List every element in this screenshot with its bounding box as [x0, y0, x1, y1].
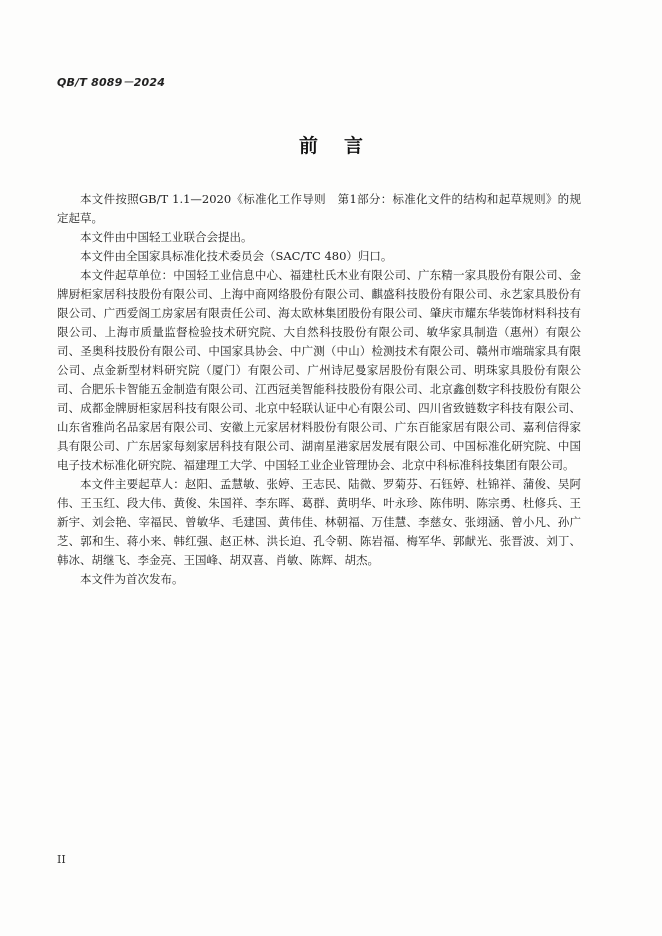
- section-title: 前言: [298, 135, 389, 157]
- paragraph-jurisdiction: 本文件由全国家具标准化技术委员会（SAC/TC 480）归口。: [80, 249, 393, 263]
- paragraph-drafting-rule: 本文件按照GB/T 1.1—2020《标准化工作导则 第1部分：标准化文件的结构和起草规则》的规定起草。: [57, 192, 581, 225]
- preface-body: [57, 190, 581, 589]
- standard-code: QB/T 8089－2024: [57, 76, 166, 89]
- paragraph-first-edition: 本文件为首次发布。: [80, 572, 184, 586]
- paragraph-drafters: 本文件主要起草人：赵阳、孟慧敏、张婷、王志民、陆微、罗菊芬、石钰婷、杜锦祥、蒲俊、吴阿伟、王玉红、段大伟、黄俊、朱国祥、李东晖、葛群、黄明华、叶永珍、陈伟明、陈宗勇、杜修兵、王新宇、刘会艳、宰福民、曾敏华、毛建国、黄伟佳、林朝福、万佳慧、李慈女、张翊涵、曾小凡、孙广芝、郭和生、蒋小来、韩红强、赵正林、洪长迫、孔令朝、陈岩福、梅军华、郭献光、张晋波、刘丁、韩冰、胡继飞、李金亮、王国峰、胡双喜、肖敏、陈辉、胡杰。: [57, 477, 581, 567]
- paragraph-drafting-units: 本文件起草单位：中国轻工业信息中心、福建杜氏木业有限公司、广东精一家具股份有限公司、金牌厨柜家居科技股份有限公司、上海中商网络股份有限公司、麒盛科技股份有限公司、永艺家具股份有限公司、广西爱阁工房家居有限责任公司、海太欧林集团股份有限公司、肇庆市耀东华装饰材料科技有限公司、上海市质量监督检验技术研究院、大自然科技股份有限公司、敏华家具制造（惠州）有限公司、圣奥科技股份有限公司、中国家具协会、中广测（中山）检测技术有限公司、赣州市端瑞家具有限公司、点金新型材料研究院（厦门）有限公司、广州诗尼曼家居股份有限公司、明珠家具股份有限公司、合肥乐卡智能五金制造有限公司、江西冠美智能科技股份有限公司、北京鑫创数字科技股份有限公司、成都金牌厨柜家居科技有限公司、北京中轻联认证中心有限公司、四川省致链数字科技有限公司、山东省雅尚名品家居有限公司、安徽上元家居材料股份有限公司、广东百能家居有限公司、嘉利信得家具有限公司、广东居家每刻家居科技有限公司、湖南星港家居发展有限公司、中国标准化研究院、中国电子技术标准化研究院、福建理工大学、中国轻工业企业管理协会、北京中科标准科技集团有限公司。: [57, 268, 581, 472]
- paragraph-proposer: 本文件由中国轻工业联合会提出。: [80, 230, 253, 244]
- page-number: II: [57, 853, 66, 866]
